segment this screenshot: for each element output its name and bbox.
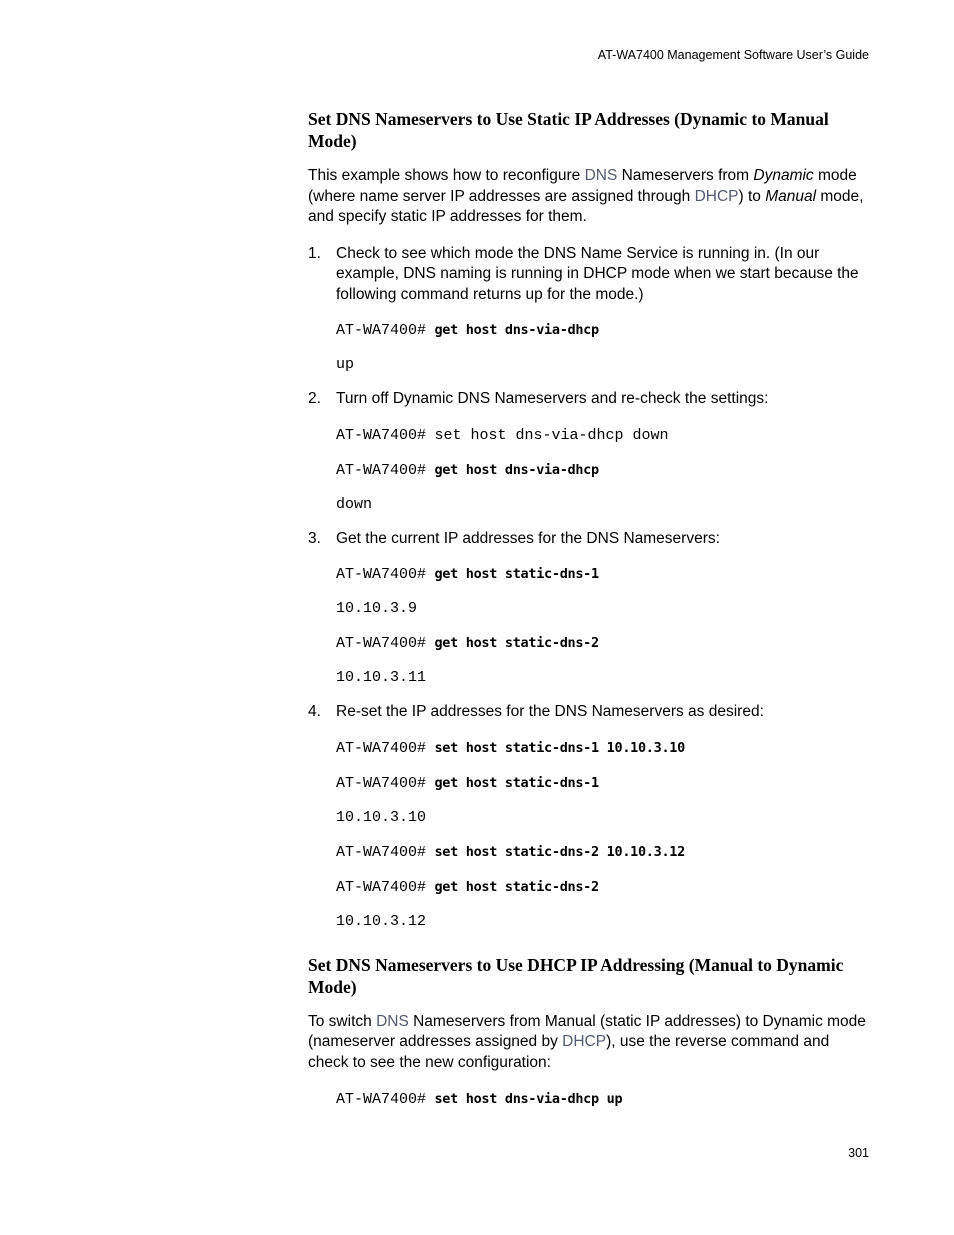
- step-text: Re-set the IP addresses for the DNS Nameservers as desired:: [336, 703, 764, 720]
- cli-command: get host static-dns-1: [434, 566, 599, 582]
- section-heading-dynamic: Set DNS Nameservers to Use DHCP IP Addressing (Manual to Dynamic Mode): [308, 954, 844, 997]
- cli-command: set host static-dns-2 10.10.3.12: [434, 843, 685, 860]
- cli-command: set host dns-via-dhcp up: [434, 1091, 623, 1107]
- command-output: 10.10.3.10: [336, 808, 427, 826]
- cli-prompt: AT-WA7400#: [336, 322, 427, 339]
- command-line: [336, 773, 870, 794]
- intro-text: mode, and specify static IP addresses for them.: [308, 187, 864, 225]
- dns-link[interactable]: DNS: [376, 1012, 409, 1030]
- command-line: [336, 877, 870, 898]
- command-line: [336, 425, 870, 446]
- command-output: 10.10.3.9: [336, 600, 418, 617]
- command-output: 10.10.3.12: [336, 912, 427, 930]
- cli-prompt: AT-WA7400#: [336, 774, 427, 792]
- command-line: [336, 738, 870, 759]
- step-number: 1.: [308, 244, 321, 262]
- cli-prompt: AT-WA7400#: [336, 1091, 427, 1108]
- step-4: [308, 702, 870, 723]
- intro-paragraph-dynamic: [308, 1012, 870, 1074]
- cli-command: get host static-dns-2: [434, 635, 599, 651]
- cli-prompt: AT-WA7400#: [336, 426, 427, 444]
- command-output: up: [336, 356, 355, 373]
- step-number: 2.: [308, 390, 321, 407]
- step-number: 3.: [308, 529, 321, 547]
- cli-prompt: AT-WA7400#: [336, 878, 427, 896]
- step-text: Turn off Dynamic DNS Nameservers and re-check the settings:: [336, 390, 769, 407]
- command-line: [336, 842, 870, 863]
- intro-emphasis: Manual: [765, 187, 817, 205]
- cli-prompt: AT-WA7400#: [336, 843, 427, 861]
- page-content: [308, 108, 870, 1124]
- dhcp-link[interactable]: DHCP: [562, 1033, 607, 1050]
- intro-text: To switch: [308, 1012, 377, 1030]
- command-output: 10.10.3.11: [336, 669, 427, 686]
- intro-text: Nameservers from Manual (static IP addresses) to Dynamic mode (nameserver addresses assigned by: [308, 1012, 866, 1050]
- dhcp-link[interactable]: DHCP: [694, 187, 739, 205]
- cli-command: set host dns-via-dhcp down: [434, 426, 669, 444]
- command-line: [336, 633, 870, 654]
- step-1: [308, 244, 870, 306]
- cli-prompt: AT-WA7400#: [336, 461, 427, 479]
- command-output: down: [336, 495, 373, 513]
- dns-link[interactable]: DNS: [584, 167, 618, 184]
- section-dynamic: [308, 954, 870, 1111]
- intro-paragraph-static: [308, 166, 870, 228]
- cli-command: get host static-dns-2: [434, 878, 599, 895]
- running-header: AT-WA7400 Management Software User’s Guide: [597, 48, 869, 62]
- step-text: Check to see which mode the DNS Name Service is running in. (In our example, DNS naming is running in DHCP mode when we start because the following command returns up for the mode.): [336, 244, 859, 303]
- intro-text: This example shows how to reconfigure: [308, 167, 585, 184]
- intro-text: mode (where name server IP addresses are assigned through: [308, 167, 857, 205]
- section-heading-static: Set DNS Nameservers to Use Static IP Addresses (Dynamic to Manual Mode): [308, 109, 829, 151]
- cli-prompt: AT-WA7400#: [336, 739, 427, 757]
- command-line: [336, 1089, 870, 1110]
- command-line: [336, 564, 870, 585]
- command-line: [336, 460, 870, 481]
- step-number: 4.: [308, 703, 321, 720]
- cli-command: set host static-dns-1 10.10.3.10: [434, 739, 685, 756]
- cli-command: get host static-dns-1: [434, 774, 599, 791]
- intro-text: Nameservers from: [617, 167, 754, 184]
- intro-text: ) to: [738, 187, 766, 205]
- cli-command: get host dns-via-dhcp: [434, 461, 599, 478]
- cli-command: get host dns-via-dhcp: [434, 322, 599, 338]
- intro-text: ), use the reverse command and check to see the new configuration:: [308, 1033, 830, 1071]
- step-3: [308, 529, 870, 550]
- step-2: [308, 389, 870, 410]
- command-line: [336, 320, 870, 341]
- cli-prompt: AT-WA7400#: [336, 566, 427, 583]
- cli-prompt: AT-WA7400#: [336, 635, 427, 652]
- page-number: 301: [848, 1146, 869, 1160]
- step-text: Get the current IP addresses for the DNS Nameservers:: [336, 529, 720, 547]
- intro-emphasis: Dynamic: [753, 167, 814, 184]
